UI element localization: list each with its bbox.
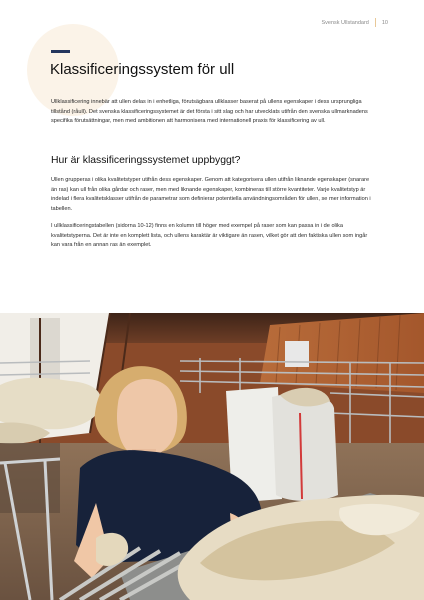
section-paragraph-1: Ullen grupperas i olika kvalitetstyper utifrån dess egenskaper. Genom att kategorisera ullen utifrån liknande egenskaper (snarare än ras) kan ull från olika gårdar och raser, men med liknande egenskaper, kombineras till större kvantiteter. Varje kvalitetstyp är indelad i flera kvalitetsklasser utifrån de parametrar som definierar potentiella användningsområden för ullen, se mer information i tabellen. <box>51 177 371 212</box>
wool-sorting-photo <box>0 313 424 600</box>
section-paragraph-2: I ullklassificeringstabellen (sidorna 10-12) finns en kolumn till höger med exempel på raser som kan passa in i de olika kvalitetstyperna. Det är inte en komplett lista, och ullens karaktär är viktigare än rasen, vilket gör att den faktiska ullen som ingår kan vara från en annan ras än exemplet. <box>51 223 368 249</box>
page-header <box>321 18 388 27</box>
page-title: Klassificeringssystem för ull <box>50 61 235 78</box>
section-heading: Hur är klassificeringssystemet uppbyggt? <box>51 155 241 166</box>
title-accent-bar <box>51 50 70 53</box>
publication-name: Svensk Ullstandard <box>321 19 369 26</box>
page-number: 10 <box>381 19 388 26</box>
intro-paragraph: Ullklassificering innebär att ullen delas in i enhetliga, förutsägbara ullklasser baserat på ullens egenskaper i dess ursprungliga tillstånd (råull). Det svenska klassificeringssystemet är det första i sitt slag och har utvecklats utifrån den svenska ullmarknadens specifika förutsättningar, men med ambitionen att harmonisera med internationell praxis för klassificering av ull. <box>51 99 368 125</box>
header-divider <box>375 18 376 27</box>
